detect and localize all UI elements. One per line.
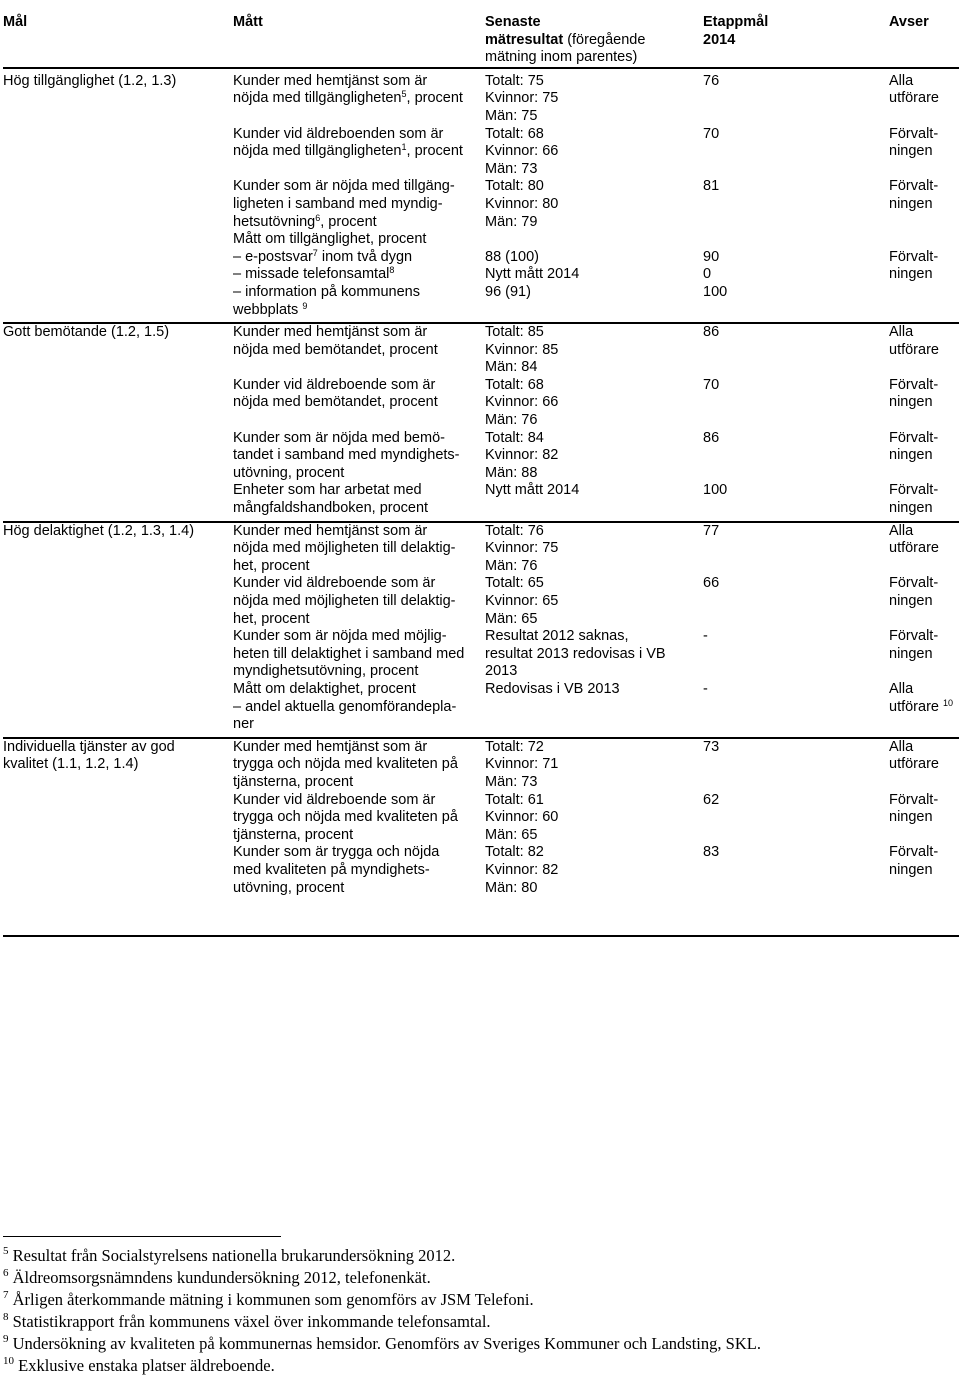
measure-cell [233, 377, 485, 430]
measure-line: Kunder med hemtjänst som är [233, 324, 428, 341]
measure-cell [233, 628, 485, 681]
measure-line: Kunder vid äldreboende som är [233, 376, 436, 393]
result-line: Nytt mått 2014 [485, 482, 580, 499]
concerns-cell [889, 738, 959, 792]
result-cell [485, 575, 703, 628]
result-line: Män: 75 [485, 107, 538, 124]
measure-line: Kunder som är nöjda med tillgäng- [233, 178, 455, 195]
table-row [3, 628, 959, 681]
measure-cell [233, 231, 485, 323]
result-cell [485, 738, 703, 792]
concerns-cell [889, 178, 959, 231]
target-cell [703, 68, 889, 126]
target-value: - [703, 680, 708, 697]
footnote-ref: 5 [3, 1245, 9, 1257]
concerns-line: Förvalt- [889, 482, 939, 499]
target-value: 77 [703, 522, 720, 539]
result-line: Kvinnor: 65 [485, 593, 559, 609]
measure-line: nöjda med möjligheten till delaktig- [233, 540, 456, 557]
target-value: 100 [703, 482, 728, 499]
concerns-line: ningen [889, 266, 933, 283]
goal-cell [3, 68, 233, 126]
measure-line: Kunder som är nöjda med bemö- [233, 429, 445, 446]
measure-line: heten till delaktighet i samband med [233, 645, 465, 662]
table-row [3, 231, 959, 323]
goal-cell [3, 522, 233, 576]
goal-cell [3, 482, 233, 521]
target-value: 73 [703, 738, 720, 755]
footnote-ref: 5 [401, 89, 407, 100]
table-row [3, 738, 959, 792]
result-line: Män: 73 [485, 160, 538, 177]
goal-cell [3, 430, 233, 483]
measure-line: trygga och nöjda med kvaliteten på [233, 809, 458, 826]
goal-label: kvalitet (1.1, 1.2, 1.4) [3, 756, 139, 773]
concerns-cell [889, 575, 959, 628]
measure-cell [233, 681, 485, 738]
result-cell [485, 844, 703, 936]
result-cell [485, 377, 703, 430]
goal-label: Gott bemötande (1.2, 1.5) [3, 324, 170, 341]
concerns-line: ningen [889, 143, 933, 160]
result-line: Män: 88 [485, 464, 538, 481]
target-cell [703, 482, 889, 521]
result-line: Kvinnor: 66 [485, 143, 559, 160]
concerns-line: Förvalt- [889, 248, 939, 265]
concerns-cell [889, 522, 959, 576]
result-line: Totalt: 82 [485, 844, 544, 861]
concerns-line: Alla [889, 738, 914, 755]
measure-cell [233, 482, 485, 521]
header-goal: Mål [3, 14, 233, 68]
target-cell [703, 681, 889, 738]
table-row [3, 575, 959, 628]
concerns-line: ningen [889, 195, 933, 212]
footnote-ref: 10 [3, 1355, 14, 1367]
goal-label: Hög tillgänglighet (1.2, 1.3) [3, 72, 177, 89]
goal-label: Individuella tjänster av god [3, 738, 175, 755]
measure-line: het, procent [233, 557, 310, 574]
header-measure: Mått [233, 14, 485, 68]
concerns-line: Förvalt- [889, 791, 939, 808]
measure-line: mångfaldshandboken, procent [233, 500, 429, 517]
measure-line: hetsutövning$^6$, procent [233, 212, 377, 230]
table-row [3, 792, 959, 845]
goal-cell [3, 231, 233, 323]
goal-cell [3, 178, 233, 231]
goal-cell [3, 792, 233, 845]
concerns-line: utförare [889, 90, 939, 107]
goal-cell [3, 738, 233, 792]
result-line: Kvinnor: 82 [485, 861, 559, 878]
result-line: Män: 79 [485, 213, 538, 230]
target-cell [703, 792, 889, 845]
measure-line: Kunder som är trygga och nöjda [233, 844, 440, 861]
target-value: 0 [703, 266, 712, 283]
target-cell [703, 178, 889, 231]
concerns-line: Förvalt- [889, 628, 939, 645]
measure-line: utövning, procent [233, 464, 345, 481]
concerns-line: utförare [889, 540, 939, 557]
measure-sub-item: ner [233, 716, 254, 733]
result-line: Resultat 2012 saknas, [485, 628, 629, 645]
result-cell [485, 178, 703, 231]
concerns-cell [889, 126, 959, 179]
result-line: Män: 76 [485, 412, 538, 429]
measure-line: Kunder vid äldreboende som är [233, 575, 436, 592]
footnote-separator [3, 1236, 281, 1237]
footnote-ref: 9 [302, 300, 308, 311]
header-latest-result: Senaste mätresultat (föregående mätning inom parentes) [485, 14, 703, 68]
result-line: Kvinnor: 80 [485, 195, 559, 212]
concerns-line: Alla [889, 522, 914, 539]
result-line: Kvinnor: 75 [485, 90, 559, 107]
table-row [3, 178, 959, 231]
measure-cell [233, 575, 485, 628]
measure-line: nöjda med tillgängligheten$^5$, procent [233, 89, 463, 107]
measure-line: Mått om delaktighet, procent [233, 680, 416, 697]
target-value: 86 [703, 324, 720, 341]
footnote-ref: 10 [943, 697, 954, 708]
result-line: Män: 84 [485, 359, 538, 376]
target-value: 81 [703, 178, 720, 195]
goal-cell [3, 575, 233, 628]
measure-cell [233, 126, 485, 179]
footnote-ref: 7 [312, 247, 318, 258]
goal-cell [3, 323, 233, 377]
goal-cell [3, 628, 233, 681]
goals-table [3, 14, 959, 937]
result-line: Totalt: 68 [485, 125, 544, 142]
result-line: Totalt: 61 [485, 791, 544, 808]
measure-sub-item: – information på kommunens [233, 283, 420, 300]
goal-cell [3, 377, 233, 430]
result-cell [485, 430, 703, 483]
target-value: - [703, 628, 708, 645]
target-cell [703, 323, 889, 377]
target-cell [703, 522, 889, 576]
result-cell [485, 323, 703, 377]
concerns-line: Alla [889, 680, 914, 697]
target-value: 90 [703, 248, 720, 265]
measure-line: nöjda med bemötandet, procent [233, 394, 438, 411]
measure-line: Mått om tillgänglighet, procent [233, 231, 427, 248]
goal-label: Hög delaktighet (1.2, 1.3, 1.4) [3, 522, 195, 539]
result-line: Kvinnor: 71 [485, 756, 559, 773]
table-row [3, 430, 959, 483]
measure-line: Kunder med hemtjänst som är [233, 72, 428, 89]
table-row [3, 844, 959, 936]
table-row [3, 323, 959, 377]
concerns-cell [889, 430, 959, 483]
result-line: Män: 76 [485, 557, 538, 574]
measure-line: myndighetsutövning, procent [233, 663, 419, 680]
measure-line: nöjda med bemötandet, procent [233, 341, 438, 358]
measure-line: Kunder som är nöjda med möjlig- [233, 628, 447, 645]
footnote: $^9$ Undersökning av kvaliteten på kommunernas hemsidor. Genomförs av Sveriges Kommuner och Landsting, SKL. [3, 1333, 761, 1353]
target-value: 100 [703, 283, 728, 300]
result-line: Totalt: 84 [485, 429, 544, 446]
result-line: Män: 65 [485, 610, 538, 627]
footnote: $^7$ Årligen återkommande mätning i kommunen som genomförs av JSM Telefoni. [3, 1289, 534, 1309]
result-line: 2013 [485, 663, 518, 680]
measure-line: utövning, procent [233, 879, 345, 896]
result-line: Totalt: 72 [485, 738, 544, 755]
measure-cell [233, 178, 485, 231]
result-line [485, 231, 703, 249]
goal-cell [3, 681, 233, 738]
footnote-ref: 9 [3, 1333, 9, 1345]
measure-cell [233, 844, 485, 936]
concerns-line: ningen [889, 861, 933, 878]
concerns-cell [889, 792, 959, 845]
measure-sub-item: – missade telefonsamtal$^8$ [233, 265, 395, 283]
header-target: Etappmål 2014 [703, 14, 889, 68]
result-line: Totalt: 75 [485, 72, 544, 89]
result-line: Totalt: 68 [485, 376, 544, 393]
concerns-line: Alla [889, 324, 914, 341]
concerns-line: ningen [889, 394, 933, 411]
measure-line: ligheten i samband med myndig- [233, 195, 443, 212]
measure-line: tjänsterna, procent [233, 773, 354, 790]
target-cell [703, 377, 889, 430]
goal-cell [3, 844, 233, 936]
footnote-ref: 7 [3, 1289, 9, 1301]
concerns-cell [889, 323, 959, 377]
measure-cell [233, 792, 485, 845]
result-line: Totalt: 65 [485, 575, 544, 592]
table-row [3, 681, 959, 738]
result-line: Totalt: 76 [485, 522, 544, 539]
target-value [703, 231, 889, 249]
table-row [3, 377, 959, 430]
result-line: Kvinnor: 66 [485, 394, 559, 411]
concerns-cell [889, 844, 959, 936]
goal-cell [3, 126, 233, 179]
measure-line: Enheter som har arbetat med [233, 482, 422, 499]
result-cell [485, 522, 703, 576]
concerns-line: ningen [889, 447, 933, 464]
measure-cell [233, 522, 485, 576]
result-cell [485, 628, 703, 681]
footnote: $^8$ Statistikrapport från kommunens växel över inkommande telefonsamtal. [3, 1311, 491, 1331]
concerns-line: Förvalt- [889, 844, 939, 861]
concerns-line: ningen [889, 809, 933, 826]
concerns-cell [889, 377, 959, 430]
result-line: Kvinnor: 82 [485, 447, 559, 464]
target-value: 70 [703, 376, 720, 393]
result-cell [485, 792, 703, 845]
result-cell [485, 482, 703, 521]
footnotes [3, 1245, 953, 1377]
result-line: 96 (91) [485, 283, 531, 300]
measure-line: tjänsterna, procent [233, 826, 354, 843]
footnote-ref: 8 [389, 265, 395, 276]
concerns-line: utförare $^{10}$ [889, 697, 954, 715]
result-line: 88 (100) [485, 248, 540, 265]
footnote-ref: 6 [315, 212, 321, 223]
measure-line: nöjda med möjligheten till delaktig- [233, 593, 456, 609]
target-value: 62 [703, 791, 720, 808]
concerns-line: Förvalt- [889, 178, 939, 195]
concerns-line: Alla [889, 72, 914, 89]
footnote: $^5$ Resultat från Socialstyrelsens nationella brukarundersökning 2012. [3, 1245, 456, 1265]
concerns-line: Förvalt- [889, 125, 939, 142]
result-line: Kvinnor: 85 [485, 341, 559, 358]
footnote: $^6$ Äldreomsorgsnämndens kundundersökning 2012, telefonenkät. [3, 1267, 431, 1287]
measure-cell [233, 738, 485, 792]
measure-cell [233, 68, 485, 126]
measure-line: trygga och nöjda med kvaliteten på [233, 756, 458, 773]
result-cell [485, 231, 703, 323]
target-cell [703, 575, 889, 628]
table-header-row [3, 14, 959, 68]
result-cell [485, 68, 703, 126]
target-cell [703, 430, 889, 483]
table-body [3, 68, 959, 936]
measure-line: med kvaliteten på myndighets- [233, 861, 430, 878]
result-line: Kvinnor: 75 [485, 540, 559, 557]
concerns-cell [889, 628, 959, 681]
concerns-line: ningen [889, 645, 933, 662]
concerns-line: Förvalt- [889, 376, 939, 393]
target-cell [703, 231, 889, 323]
table-row [3, 482, 959, 521]
measure-line: nöjda med tillgängligheten$^1$, procent [233, 142, 463, 160]
target-value: 66 [703, 575, 720, 592]
footnote-ref: 6 [3, 1267, 9, 1279]
measure-sub-item: – andel aktuella genomförandepla- [233, 698, 457, 715]
result-line: resultat 2013 redovisas i VB [485, 645, 666, 662]
measure-line: Kunder vid äldreboenden som är [233, 125, 444, 142]
target-cell [703, 738, 889, 792]
measure-line: tandet i samband med myndighets- [233, 447, 460, 464]
result-line: Totalt: 80 [485, 178, 544, 195]
concerns-cell [889, 681, 959, 738]
table-row [3, 126, 959, 179]
result-line: Män: 80 [485, 879, 538, 896]
result-line: Män: 73 [485, 773, 538, 790]
measure-line: het, procent [233, 610, 310, 627]
measure-line: Kunder med hemtjänst som är [233, 522, 428, 539]
header-concerns: Avser [889, 14, 959, 68]
concerns-cell [889, 231, 959, 323]
concerns-line: ningen [889, 593, 933, 609]
concerns-line: ningen [889, 500, 933, 517]
concerns-line [889, 231, 959, 249]
measure-cell [233, 430, 485, 483]
concerns-cell [889, 482, 959, 521]
target-value: 83 [703, 844, 720, 861]
result-line: Redovisas i VB 2013 [485, 680, 620, 697]
target-value: 76 [703, 72, 720, 89]
concerns-cell [889, 68, 959, 126]
result-line: Nytt mått 2014 [485, 266, 580, 283]
concerns-line: utförare [889, 341, 939, 358]
result-line: Kvinnor: 60 [485, 809, 559, 826]
measure-line: Kunder med hemtjänst som är [233, 738, 428, 755]
result-cell [485, 126, 703, 179]
table-row [3, 522, 959, 576]
concerns-line: Förvalt- [889, 429, 939, 446]
measure-sub-item: – e-postsvar$^7$ inom två dygn [233, 247, 413, 265]
result-line: Totalt: 85 [485, 324, 544, 341]
footnote-ref: 8 [3, 1311, 9, 1323]
result-line: Män: 65 [485, 826, 538, 843]
measure-line: Kunder vid äldreboende som är [233, 791, 436, 808]
concerns-line: Förvalt- [889, 575, 939, 592]
target-cell [703, 844, 889, 936]
target-cell [703, 628, 889, 681]
footnote: $^{10}$ Exklusive enstaka platser äldreboende. [3, 1355, 275, 1375]
target-value: 86 [703, 429, 720, 446]
measure-sub-item: webbplats $^9$ [233, 300, 308, 318]
result-cell [485, 681, 703, 738]
footnote-ref: 1 [401, 142, 407, 153]
table-row [3, 68, 959, 126]
target-value: 70 [703, 125, 720, 142]
concerns-line: utförare [889, 756, 939, 773]
measure-cell [233, 323, 485, 377]
target-cell [703, 126, 889, 179]
